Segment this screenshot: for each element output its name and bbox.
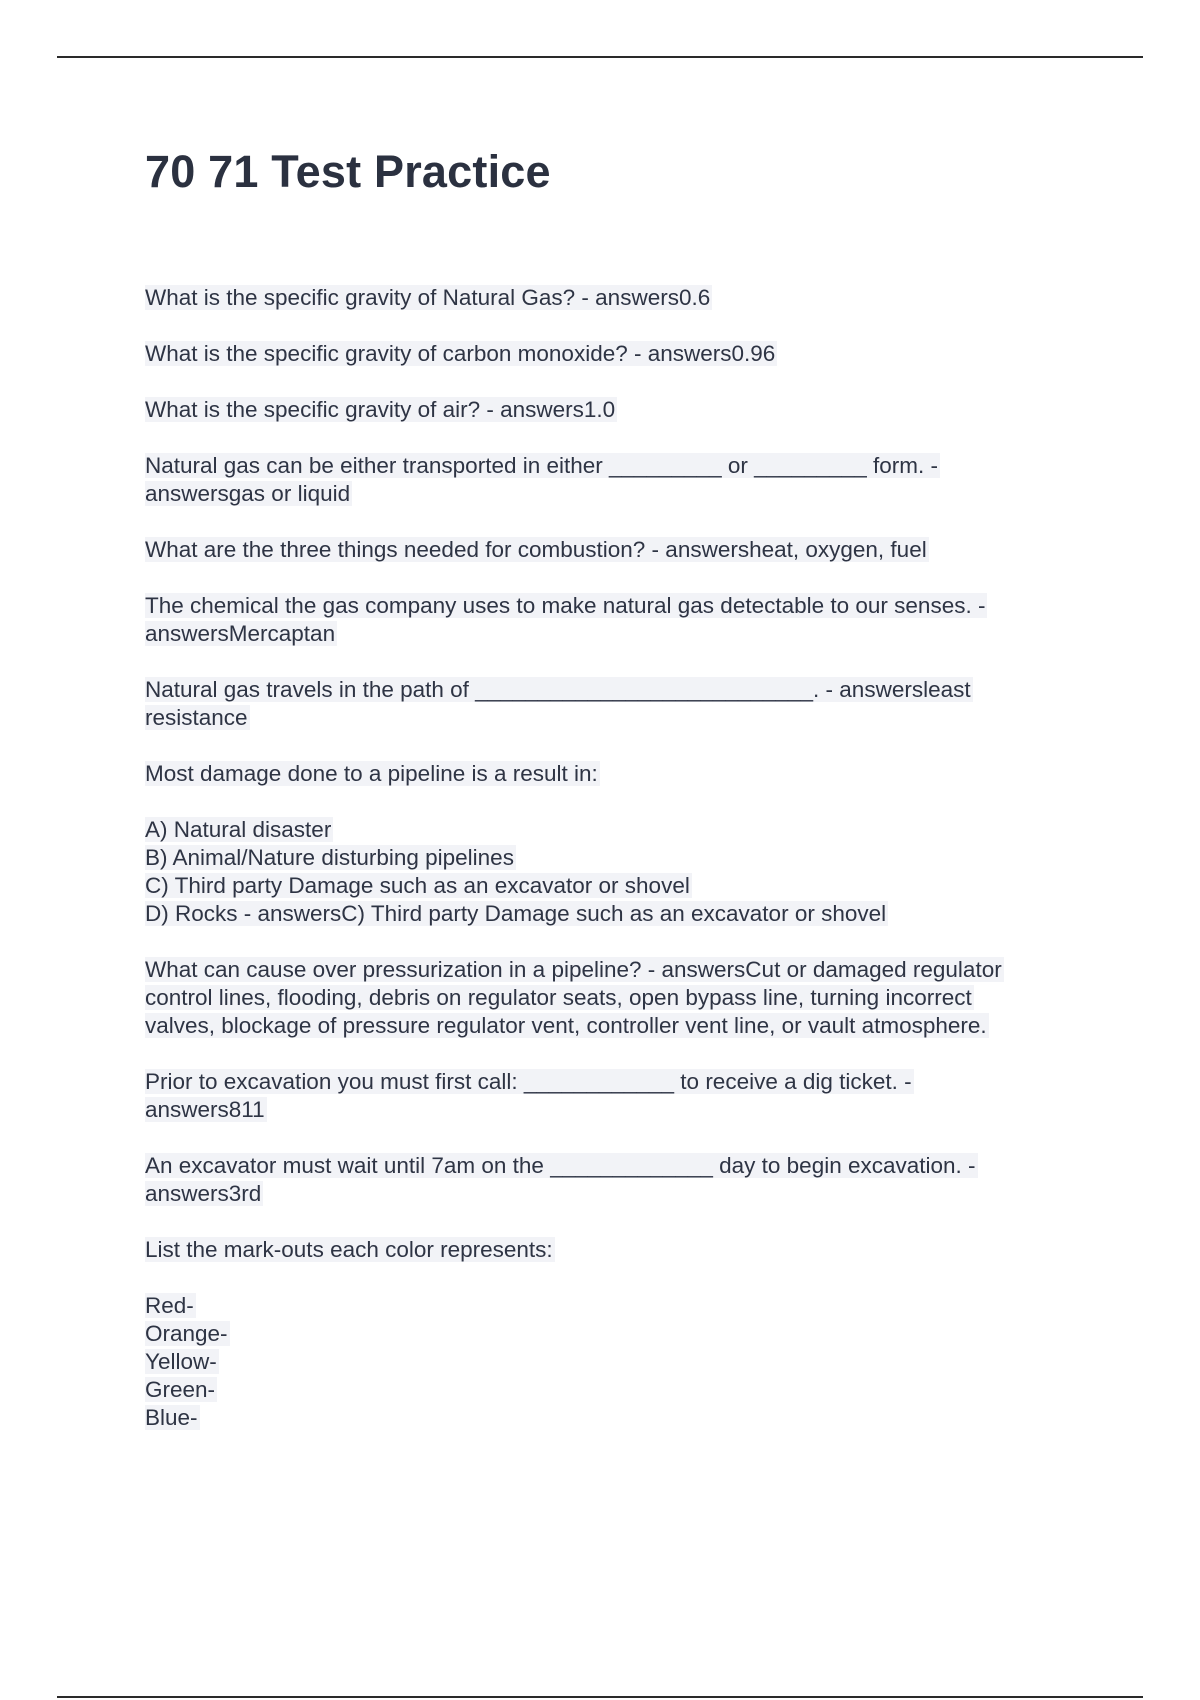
qa-line: What can cause over pressurization in a pipeline? - answersCut or damaged regulator [145,957,1002,982]
bottom-rule [57,1696,1143,1698]
qa-line: answers811 [145,1097,265,1122]
qa-block [145,816,1085,928]
qa-option: A) Natural disaster [145,817,332,842]
qa-line: answersgas or liquid [145,481,351,506]
qa-line: resistance [145,705,248,730]
color-item: Orange- [145,1321,228,1346]
qa-block [145,1236,1085,1264]
color-item: Blue- [145,1405,198,1430]
color-item: Yellow- [145,1349,217,1374]
qa-block [145,1068,1085,1124]
qa-option: C) Third party Damage such as an excavator or shovel [145,873,690,898]
qa-line: valves, blockage of pressure regulator vent, controller vent line, or vault atmosphere. [145,1013,987,1038]
color-item: Red- [145,1293,194,1318]
page-title: 70 71 Test Practice [145,146,551,197]
qa-block [145,1152,1085,1208]
qa-line: Natural gas travels in the path of ___________________________. - answersleast [145,677,971,702]
qa-block [145,592,1085,648]
qa-line: List the mark-outs each color represents: [145,1237,553,1262]
qa-line: control lines, flooding, debris on regulator seats, open bypass line, turning incorrect [145,985,972,1010]
top-rule [57,56,1143,58]
qa-line: What is the specific gravity of air? - answers1.0 [145,397,616,422]
qa-block [145,536,1085,564]
qa-line: answersMercaptan [145,621,336,646]
qa-block [145,1292,1085,1432]
qa-block [145,396,1085,424]
qa-content [145,284,1085,1460]
qa-block [145,284,1085,312]
qa-line: An excavator must wait until 7am on the _____________ day to begin excavation. - [145,1153,976,1178]
qa-line: The chemical the gas company uses to make natural gas detectable to our senses. - [145,593,986,618]
qa-block [145,452,1085,508]
qa-option: B) Animal/Nature disturbing pipelines [145,845,514,870]
qa-block [145,760,1085,788]
qa-block [145,340,1085,368]
qa-line: Natural gas can be either transported in either _________ or _________ form. - [145,453,939,478]
qa-line: Prior to excavation you must first call: ____________ to receive a dig ticket. - [145,1069,912,1094]
color-item: Green- [145,1377,216,1402]
qa-line: answers3rd [145,1181,262,1206]
qa-option: D) Rocks - answersC) Third party Damage such as an excavator or shovel [145,901,887,926]
qa-line: What is the specific gravity of carbon monoxide? - answers0.96 [145,341,776,366]
qa-line: What are the three things needed for combustion? - answersheat, oxygen, fuel [145,537,927,562]
qa-block [145,956,1085,1040]
qa-block [145,676,1085,732]
qa-line: Most damage done to a pipeline is a result in: [145,761,598,786]
qa-line: What is the specific gravity of Natural Gas? - answers0.6 [145,285,711,310]
